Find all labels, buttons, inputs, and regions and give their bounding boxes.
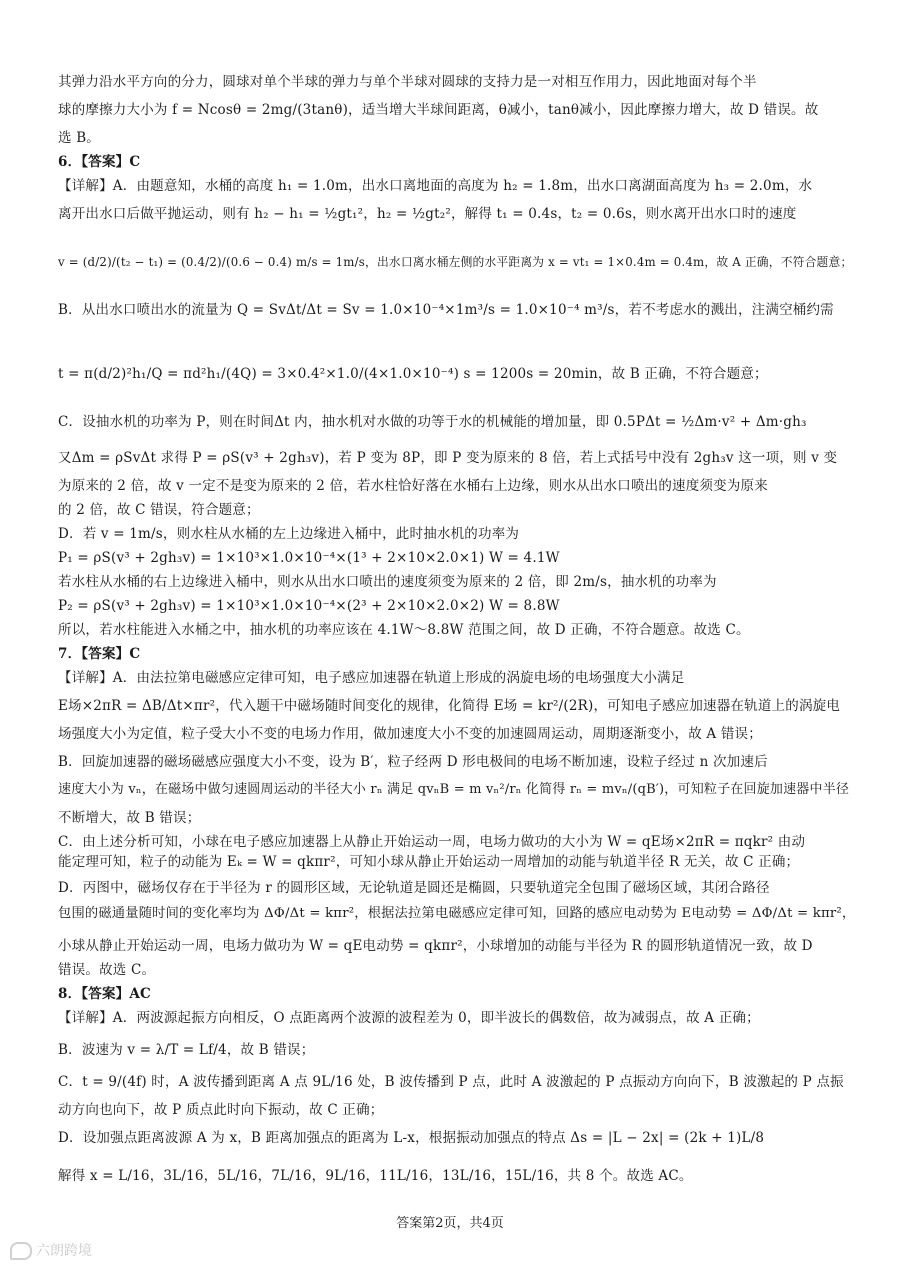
answer-heading: 8．【答案】AC — [58, 986, 151, 1002]
text-line: 若水柱从水桶的右上边缘进入桶中，则水从出水口喷出的速度须变为原来的 2 倍，即 2m/s，抽水机的功率为 — [58, 574, 717, 590]
text-line: 能定理可知，粒子的动能为 Eₖ = W = qkπr²，可知小球从静止开始运动一周增加的动能与轨道半径 R 无关，故 C 正确； — [58, 854, 800, 870]
text-line: C．t = 9/(4f) 时，A 波传播到距离 A 点 9L/16 处，B 波传播到 P 点，此时 A 波激起的 P 点振动方向向下，B 波激起的 P 点振 — [58, 1074, 844, 1090]
page-footer: 答案第2页，共4页 — [396, 1216, 504, 1231]
text-line: 场强度大小为定值，粒子受大小不变的电场力作用，做加速度大小不变的加速圆周运动，周期逐渐变小，故 A 错误； — [58, 726, 762, 742]
watermark-logo-icon — [10, 1242, 32, 1260]
answer-heading: 6．【答案】C — [58, 154, 141, 170]
text-line: C．设抽水机的功率为 P，则在时间Δt 内，抽水机对水做的功等于水的机械能的增加量，即 0.5PΔt = ½Δm·v² + Δm·gh₃ — [58, 414, 807, 430]
text-line: 其弹力沿水平方向的分力，圆球对单个半球的弹力与单个半球对圆球的支持力是一对相互作用力，因此地面对每个半 — [58, 74, 757, 90]
text-line: 速度大小为 vₙ，在磁场中做匀速圆周运动的半径大小 rₙ 满足 qvₙB = m vₙ²/rₙ 化简得 rₙ = mvₙ/(qB′)，可知粒子在回旋加速器中半径 — [58, 782, 850, 797]
text-line: C．由上述分析可知，小球在电子感应加速器上从静止开始运动一周，电场力做功的大小为 W = qE场×2πR = πqkr² 由动 — [58, 834, 806, 850]
text-line: E场×2πR = ΔB/Δt×πr²，代入题干中磁场随时间变化的规律，化简得 E场 = kr²/(2R)，可知电子感应加速器在轨道上的涡旋电 — [58, 698, 841, 714]
watermark-text: 六朗跨境 — [36, 1243, 92, 1259]
text-line: 【详解】A．由法拉第电磁感应定律可知，电子感应加速器在轨道上形成的涡旋电场的电场强度大小满足 — [58, 670, 685, 686]
text-line: 动方向也向下，故 P 质点此时向下振动，故 C 正确； — [58, 1102, 384, 1118]
text-line: t = π(d/2)²h₁/Q = πd²h₁/(4Q) = 3×0.4²×1.0/(4×1.0×10⁻⁴) s = 1200s = 20min，故 B 正确，不符合题意； — [58, 366, 768, 382]
text-line: B．波速为 v = λ/T = Lf/4，故 B 错误； — [58, 1042, 315, 1058]
text-line: P₂ = ρS(v³ + 2gh₃v) = 1×10³×1.0×10⁻⁴×(2³ + 2×10×2.0×2) W = 8.8W — [58, 598, 560, 614]
text-line: B．回旋加速器的磁场磁感应强度大小不变，设为 B′，粒子经两 D 形电极间的电场不断加速，设粒子经过 n 次加速后 — [58, 754, 768, 770]
text-line: 的 2 倍，故 C 错误，符合题意； — [58, 502, 260, 518]
text-line: P₁ = ρS(v³ + 2gh₃v) = 1×10³×1.0×10⁻⁴×(1³ + 2×10×2.0×1) W = 4.1W — [58, 550, 560, 566]
text-line: D．设加强点距离波源 A 为 x，B 距离加强点的距离为 L-x，根据振动加强点的特点 Δs = |L − 2x| = (2k + 1)L/8 — [58, 1130, 765, 1146]
text-line: 【详解】A．由题意知，水桶的高度 h₁ = 1.0m，出水口离地面的高度为 h₂ = 1.8m，出水口离湖面高度为 h₃ = 2.0m，水 — [58, 178, 813, 194]
answer-heading: 7．【答案】C — [58, 646, 141, 662]
text-line: D．若 v = 1m/s，则水柱从水桶的左上边缘进入桶中，此时抽水机的功率为 — [58, 526, 520, 542]
text-line: 选 B。 — [58, 130, 101, 146]
text-line: 又Δm = ρSvΔt 求得 P = ρS(v³ + 2gh₃v)，若 P 变为 8P，即 P 变为原来的 8 倍，若上式括号中没有 2gh₃v 这一项，则 v 变 — [58, 450, 838, 466]
text-line: 球的摩擦力大小为 f = Ncosθ = 2mg/(3tanθ)，适当增大半球间距离，θ减小，tanθ减小，因此摩擦力增大，故 D 错误。故 — [58, 102, 819, 118]
text-line: 错误。故选 C。 — [58, 962, 156, 978]
text-line: 所以，若水柱能进入水桶之中，抽水机的功率应该在 4.1W～8.8W 范围之间，故 D 正确，不符合题意。故选 C。 — [58, 622, 750, 638]
text-line: v = (d/2)/(t₂ − t₁) = (0.4/2)/(0.6 − 0.4) m/s = 1m/s，出水口离水桶左侧的水平距离为 x = vt₁ = 1×0.4m = 0.4m，故 A 正确，不符合题意； — [58, 255, 853, 269]
text-line: 不断增大，故 B 错误； — [58, 810, 201, 826]
text-line: 小球从静止开始运动一周，电场力做功为 W = qE电动势 = qkπr²，小球增加的动能与半径为 R 的圆形轨道情况一致，故 D — [58, 938, 813, 954]
text-line: 解得 x = L/16，3L/16，5L/16，7L/16，9L/16，11L/16，13L/16，15L/16，共 8 个。故选 AC。 — [58, 1168, 693, 1184]
text-line: 【详解】A．两波源起振方向相反，O 点距离两个波源的波程差为 0，即半波长的偶数倍，故为减弱点，故 A 正确； — [58, 1010, 760, 1026]
watermark — [10, 1240, 92, 1260]
text-line: 为原来的 2 倍，故 v 一定不是变为原来的 2 倍，若水柱恰好落在水桶右上边缘，则水从出水口喷出的速度须变为原来 — [58, 478, 768, 494]
text-line: 离开出水口后做平抛运动，则有 h₂ − h₁ = ½gt₁²，h₂ = ½gt₂²，解得 t₁ = 0.4s，t₂ = 0.6s，则水离开出水口时的速度 — [58, 206, 797, 222]
text-line: 包围的磁通量随时间的变化率均为 ΔΦ/Δt = kπr²，根据法拉第电磁感应定律可知，回路的感应电动势为 E电动势 = ΔΦ/Δt = kπr²， — [58, 906, 856, 921]
text-line: B．从出水口喷出水的流量为 Q = SvΔt/Δt = Sv = 1.0×10⁻⁴×1m³/s = 1.0×10⁻⁴ m³/s，若不考虑水的溅出，注满空桶约需 — [58, 302, 834, 318]
text-line: D．丙图中，磁场仅存在于半径为 r 的圆形区域，无论轨道是圆还是椭圆，只要轨道完全包围了磁场区域，其闭合路径 — [58, 880, 770, 896]
